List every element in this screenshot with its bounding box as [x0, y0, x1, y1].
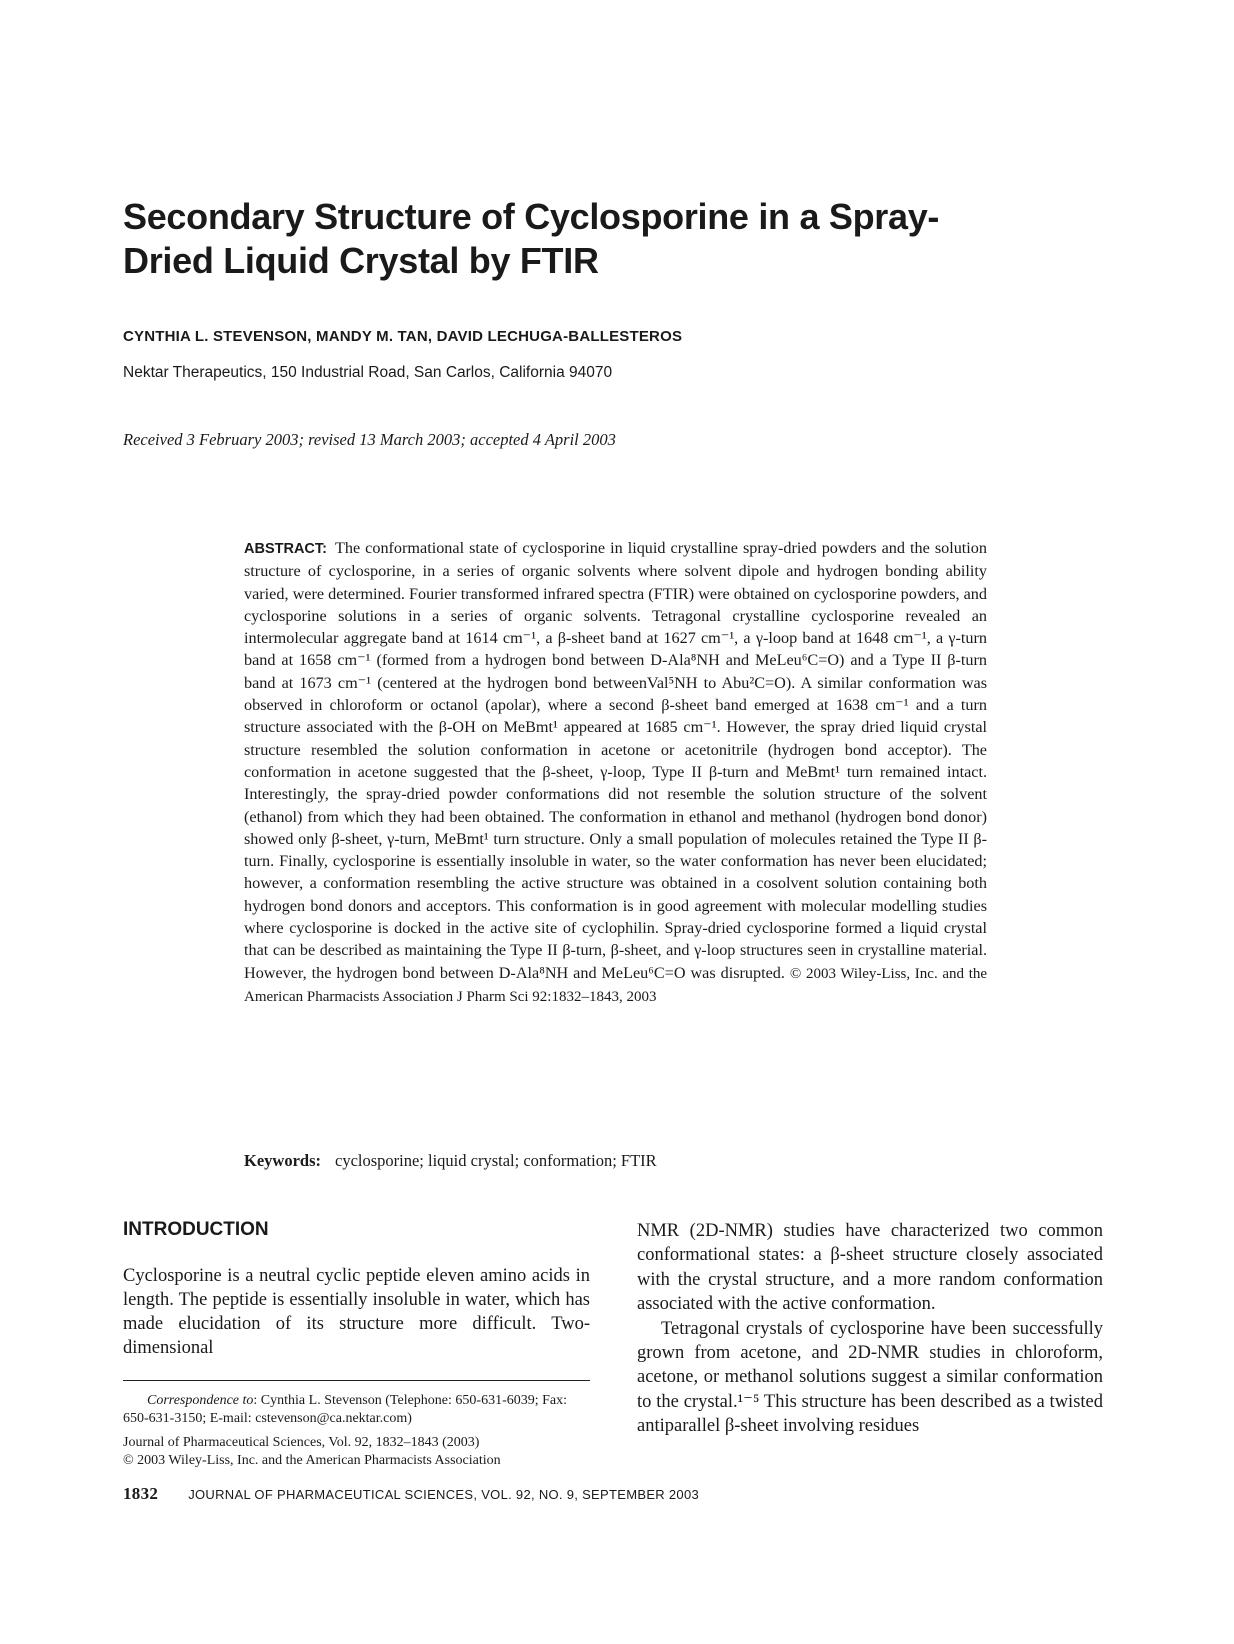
keywords-line	[244, 1151, 657, 1171]
footnote-divider	[123, 1380, 590, 1381]
journal-citation-line: Journal of Pharmaceutical Sciences, Vol. 92, 1832–1843 (2003)	[123, 1435, 480, 1450]
affiliation: Nektar Therapeutics, 150 Industrial Road, San Carlos, California 94070	[123, 364, 613, 381]
keywords-text: cyclosporine; liquid crystal; conformation; FTIR	[335, 1151, 657, 1170]
received-dates: Received 3 February 2003; revised 13 March 2003; accepted 4 April 2003	[123, 430, 616, 449]
correspondence-note	[123, 1392, 590, 1428]
correspondence-text: : Cynthia L. Stevenson (Telephone: 650-631-6039; Fax: 650-631-3150; E-mail: cstevenson@ca.nektar.com)	[123, 1393, 568, 1426]
author-list: CYNTHIA L. STEVENSON, MANDY M. TAN, DAVID LECHUGA-BALLESTEROS	[123, 328, 683, 345]
section-heading-introduction: INTRODUCTION	[123, 1219, 269, 1240]
footnote-block	[123, 1392, 590, 1470]
correspondence-label: Correspondence to	[147, 1393, 254, 1408]
right-paragraph-2: Tetragonal crystals of cyclosporine have been successfully grown from acetone, and 2D-NMR studies in chloroform, acetone, or methanol solutions suggest a similar conformation to the crystal.¹⁻⁵ This structure has been described as a twisted antiparallel β-sheet involving residues	[637, 1318, 1103, 1437]
introduction-left-column: Cyclosporine is a neutral cyclic peptide eleven amino acids in length. The peptide is essentially insoluble in water, which has made elucidation of its structure more difficult. Two-dimensional	[123, 1266, 590, 1358]
right-paragraph-1: NMR (2D-NMR) studies have characterized two common conformational states: a β-sheet structure closely associated with the crystal structure, and a more random conformation associated with the active conformation.	[637, 1221, 1103, 1315]
page-number: 1832	[123, 1484, 159, 1503]
page-footer	[123, 1484, 699, 1504]
abstract-block	[244, 537, 987, 1008]
journal-copyright-line: © 2003 Wiley-Liss, Inc. and the American Pharmacists Association	[123, 1453, 501, 1468]
introduction-right-column	[637, 1219, 1103, 1439]
abstract-text: The conformational state of cyclosporine in liquid crystalline spray-dried powders and the solution structure of cyclosporine, in a series of organic solvents where solvent dipole and hydrogen bonding ability varied, were determined. Fourier transformed infrared spectra (FTIR) were obtained on cyclosporine powders, and cyclosporine solutions in a series of organic solvents. Tetragonal crystalline cyclosporine revealed an intermolecular aggregate band at 1614 cm⁻¹, a β-sheet band at 1627 cm⁻¹, a γ-loop band at 1648 cm⁻¹, a γ-turn band at 1658 cm⁻¹ (formed from a hydrogen bond between D-Ala⁸NH and MeLeu⁶C=O) and a Type II β-turn band at 1673 cm⁻¹ (centered at the hydrogen bond betweenVal⁵NH to Abu²C=O). A similar conformation was observed in chloroform or octanol (apolar), where a second β-sheet band emerged at 1638 cm⁻¹ and a turn structure associated with the β-OH on MeBmt¹ appeared at 1685 cm⁻¹. However, the spray dried liquid crystal structure resembled the solution conformation in acetone or acetonitrile (hydrogen bond acceptor). The conformation in acetone suggested that the β-sheet, γ-loop, Type II β-turn and MeBmt¹ turn remained intact. Interestingly, the spray-dried powder conformations did not resemble the solution structure of the solvent (ethanol) from which they had been obtained. The conformation in ethanol and methanol (hydrogen bond donor) showed only β-sheet, γ-turn, MeBmt¹ turn structure. Only a small population of molecules retained the Type II β-turn. Finally, cyclosporine is essentially insoluble in water, so the water conformation has never been elucidated; however, a conformation resembling the active structure was obtained in a cosolvent solution containing both hydrogen bond donors and acceptors. This conformation is in good agreement with molecular modelling studies where cyclosporine is docked in the active site of cyclophilin. Spray-dried cyclosporine formed a liquid crystal that can be described as maintaining the Type II β-turn, β-sheet, and γ-loop structures seen in crystalline material. However, the hydrogen bond between D-Ala⁸NH and MeLeu⁶C=O was disrupted.	[244, 539, 987, 982]
keywords-label: Keywords:	[244, 1151, 321, 1170]
article-title: Secondary Structure of Cyclosporine in a Spray-Dried Liquid Crystal by FTIR	[123, 196, 940, 281]
abstract-label: ABSTRACT:	[244, 541, 327, 557]
abstract-copyright: © 2003 Wiley-Liss, Inc. and the American Pharmacists Association J Pharm Sci 92:1832–1843, 2003	[244, 965, 988, 1005]
running-head: JOURNAL OF PHARMACEUTICAL SCIENCES, VOL. 92, NO. 9, SEPTEMBER 2003	[188, 1487, 700, 1502]
